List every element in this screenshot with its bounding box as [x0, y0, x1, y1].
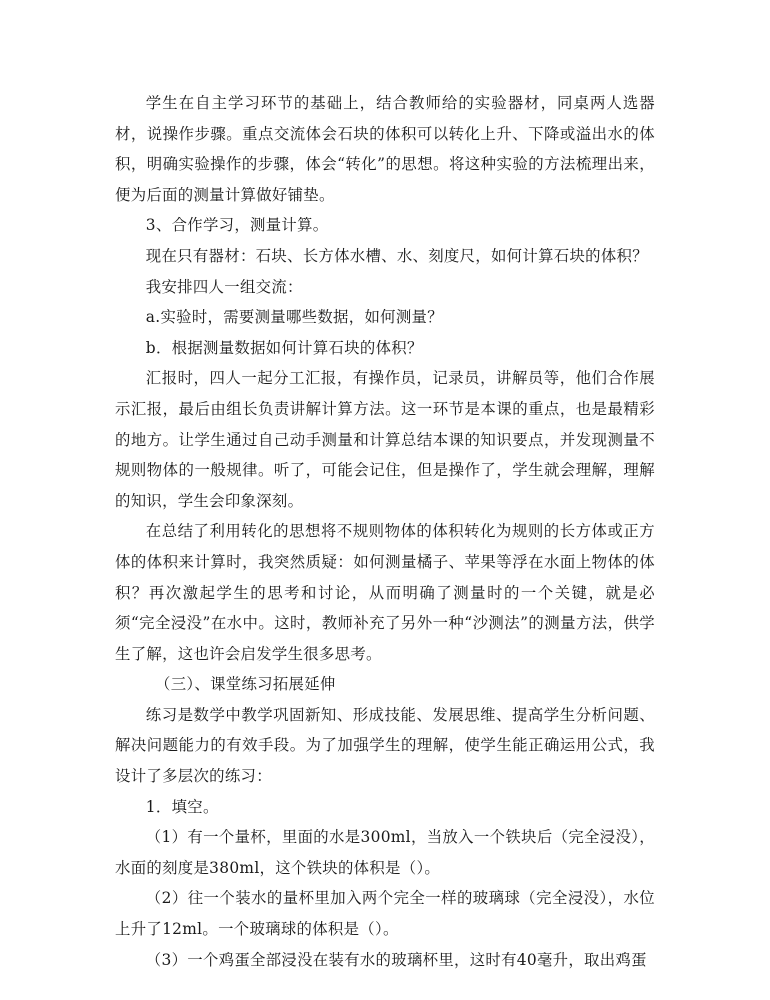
exercise-2: （2）往一个装水的量杯里加入两个完全一样的玻璃球（完全浸没），水位上升了12ml。一个玻璃球的体积是（）。 — [115, 889, 655, 939]
list-item-a: a.实验时，需要测量哪些数据，如何测量？ — [145, 308, 443, 327]
paragraph-practice-intro: 练习是数学中教学巩固新知、形成技能、发展思维、提高学生分析问题、解决问题能力的有效手段。为了加强学生的理解，使学生能正确运用公式，我设计了多层次的练习： — [115, 705, 655, 786]
paragraph-question: 现在只有器材：石块、长方体水槽、水、刻度尺，如何计算石块的体积？ — [145, 246, 648, 265]
list-item-b: b．根据测量数据如何计算石块的体积？ — [145, 338, 423, 357]
heading-practice: （三）、课堂练习拓展延伸 — [155, 675, 336, 694]
paragraph-experiment-intro: 学生在自主学习环节的基础上，结合教师给的实验器材，同桌两人选器材，说操作步骤。重点交流体会石块的体积可以转化上升、下降或溢出水的体积，明确实验操作的步骤，体会“转化”的思想。将这种实验的方法梳理出来，便为后面的测量计算做好铺垫。 — [115, 94, 655, 204]
paragraph-report: 汇报时，四人一起分工汇报，有操作员，记录员，讲解员等，他们合作展示汇报，最后由组长负责讲解计算方法。这一环节是本课的重点，也是最精彩的地方。让学生通过自己动手测量和计算总结本课的知识要点，并发现测量不规则物体的一般规律。听了，可能会记住，但是操作了，学生就会理解，理解的知识，学生会印象深刻。 — [115, 369, 655, 510]
paragraph-group-arrangement: 我安排四人一组交流： — [145, 277, 303, 296]
document-body — [115, 88, 655, 975]
heading-cooperative-learning: 3、合作学习，测量计算。 — [145, 216, 329, 235]
exercise-1: （1）有一个量杯，里面的水是300ml，当放入一个铁块后（完全浸没），水面的刻度是380ml，这个铁块的体积是（）。 — [115, 828, 655, 877]
paragraph-summary: 在总结了利用转化的思想将不规则物体的体积转化为规则的长方体或正方体的体积来计算时，我突然质疑：如何测量橘子、苹果等浮在水面上物体的体积？再次激起学生的思考和讨论，从而明确了测量时的一个关键，就是必须“完全浸没”在水中。这时，教师补充了另外一种“沙测法”的测量方法，供学生了解，这也许会启发学生很多思考。 — [115, 522, 655, 663]
exercise-3: （3）一个鸡蛋全部浸没在装有水的玻璃杯里，这时有40毫升，取出鸡蛋 — [145, 950, 647, 969]
heading-fill-blank: 1．填空。 — [145, 797, 219, 816]
